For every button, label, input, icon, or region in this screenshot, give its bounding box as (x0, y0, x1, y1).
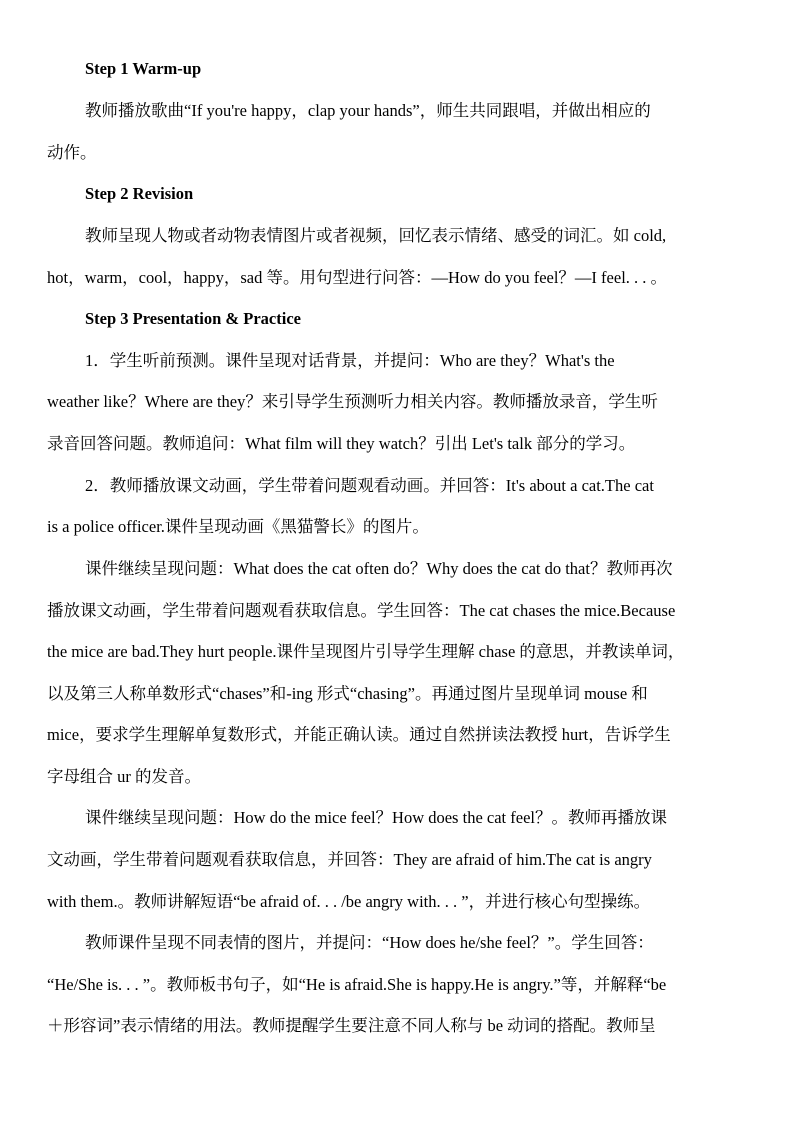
step1-line-2: 动作。 (47, 143, 97, 162)
step3-heading: Step 3 Presentation & Practice (85, 309, 301, 328)
step1-heading: Step 1 Warm-up (85, 59, 202, 78)
step3-p3-line-1: 课件继续呈现问题：What does the cat often do？Why does the cat do that？教师再次 (85, 559, 673, 578)
step3-p5-line-2: “He/She is. . . ”。教师板书句子，如“He is afraid.She is happy.He is angry.”等，并解释“be (47, 975, 667, 994)
step1-line-1: 教师播放歌曲“If you're happy，clap your hands”，师生共同跟唱，并做出相应的 (85, 101, 651, 120)
step3-p2-line-1: 2．教师播放课文动画，学生带着问题观看动画。并回答：It's about a cat.The cat (85, 476, 654, 495)
step3-p5-line-3: ＋形容词”表示情绪的用法。教师提醒学生要注意不同人称与 be 动词的搭配。教师呈 (47, 1016, 656, 1035)
step3-p3-line-6: 字母组合 ur 的发音。 (47, 767, 201, 786)
step3-p5-line-1: 教师课件呈现不同表情的图片，并提问：“How does he/she feel？”。学生回答： (85, 933, 654, 952)
step3-p3-line-4: 以及第三人称单数形式“chases”和-ing 形式“chasing”。再通过图片呈现单词 mouse 和 (47, 684, 648, 703)
step3-p1-line-1: 1．学生听前预测。课件呈现对话背景，并提问：Who are they？What's the (85, 351, 615, 370)
step3-p3-line-5: mice，要求学生理解单复数形式，并能正确认读。通过自然拼读法教授 hurt，告诉学生 (47, 725, 671, 744)
step3-p4-line-3: with them.。教师讲解短语“be afraid of. . . /be angry with. . . ”，并进行核心句型操练。 (47, 892, 651, 911)
step3-p3-line-2: 播放课文动画，学生带着问题观看获取信息。学生回答：The cat chases the mice.Because (47, 601, 676, 620)
step3-p1-line-2: weather like？Where are they？来引导学生预测听力相关内容。教师播放录音，学生听 (47, 392, 658, 411)
step2-heading: Step 2 Revision (85, 184, 194, 203)
step3-p4-line-2: 文动画，学生带着问题观看获取信息，并回答：They are afraid of him.The cat is angry (47, 850, 652, 869)
step3-p2-line-2: is a police officer.课件呈现动画《黑猫警长》的图片。 (47, 517, 429, 536)
step3-p4-line-1: 课件继续呈现问题：How do the mice feel？How does the cat feel？。教师再播放课 (85, 808, 667, 827)
step3-p3-line-3: the mice are bad.They hurt people.课件呈现图片引导学生理解 chase 的意思，并教读单词， (47, 642, 685, 661)
step3-p1-line-3: 录音回答问题。教师追问：What film will they watch？引出 Let's talk 部分的学习。 (47, 434, 636, 453)
step2-line-1: 教师呈现人物或者动物表情图片或者视频，回忆表示情绪、感受的词汇。如 cold, (85, 226, 667, 245)
step2-line-2: hot，warm，cool，happy，sad 等。用句型进行问答：—How do you feel？—I feel. . . 。 (47, 268, 668, 287)
